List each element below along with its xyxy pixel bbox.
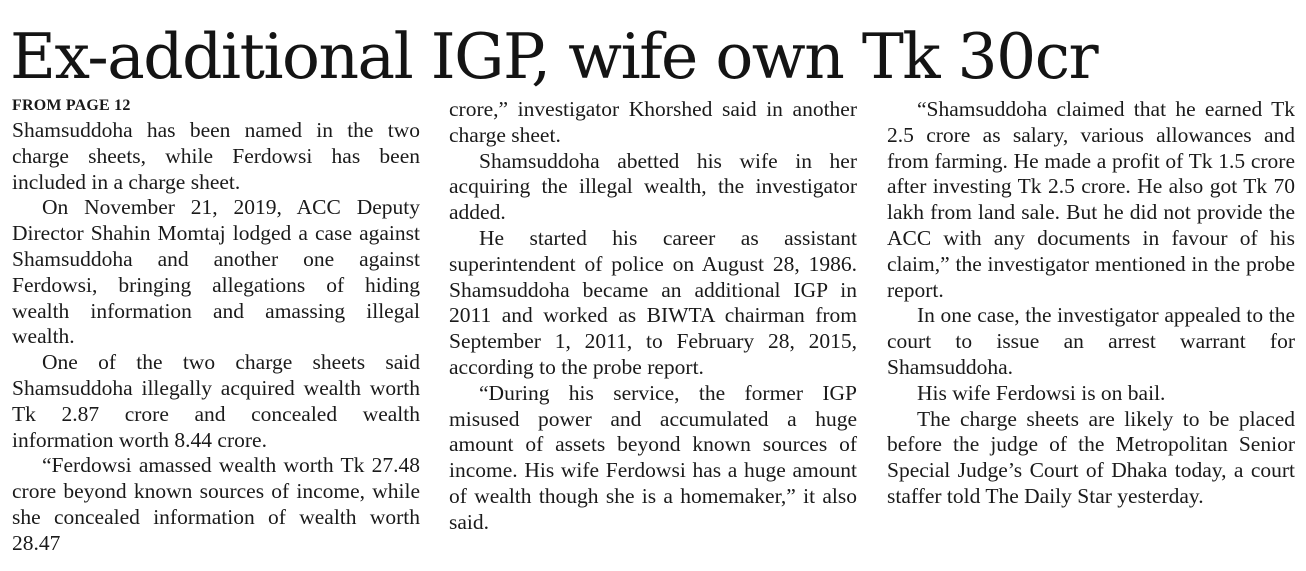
headline: Ex-additional IGP, wife own Tk 30cr <box>10 20 1098 93</box>
column-1 <box>12 97 420 557</box>
column-3 <box>887 97 1295 510</box>
paragraph: Shamsuddoha abetted his wife in her acquiring the illegal wealth, the investigator added. <box>449 148 857 225</box>
paragraph: One of the two charge sheets said Shamsuddoha illegally acquired wealth worth Tk 2.87 crore and concealed wealth information worth 8.44 crore. <box>12 350 420 452</box>
paragraph: His wife Ferdowsi is on bail. <box>917 380 1166 405</box>
jump-line: FROM PAGE 12 <box>12 97 131 114</box>
paragraph: “Shamsuddoha claimed that he earned Tk 2.5 crore as salary, various allowances and from farming. He made a profit of Tk 1.5 crore after investing Tk 2.5 crore. He also got Tk 70 lakh from land sale. But he did not provide the ACC with any documents in favour of his claim,” the investigator mentioned in the probe report. <box>887 97 1295 302</box>
paragraph: Shamsuddoha has been named in the two charge sheets, while Ferdowsi has been included in a charge sheet. <box>12 118 420 194</box>
paragraph: On November 21, 2019, ACC Deputy Director Shahin Momtaj lodged a case against Shamsuddoha and another one against Ferdowsi, bringing allegations of hiding wealth information and amassing illegal wealth. <box>12 195 420 349</box>
paragraph: “Ferdowsi amassed wealth worth Tk 27.48 crore beyond known sources of income, while she concealed information of wealth worth 28.47 <box>12 453 420 555</box>
column-2 <box>449 97 857 536</box>
paragraph: In one case, the investigator appealed to the court to issue an arrest warrant for Shamsuddoha. <box>887 303 1295 379</box>
paragraph: The charge sheets are likely to be placed before the judge of the Metropolitan Senior Special Judge’s Court of Dhaka today, a court staffer told The Daily Star yesterday. <box>887 406 1295 508</box>
paragraph: He started his career as assistant superintendent of police on August 28, 1986. Shamsuddoha became an additional IGP in 2011 and worked as BIWTA chairman from September 1, 2011, to February 28, 2015, according to the probe report. <box>449 225 857 379</box>
paragraph: crore,” investigator Khorshed said in another charge sheet. <box>449 97 857 147</box>
paragraph: “During his service, the former IGP misused power and accumulated a huge amount of assets beyond known sources of income. His wife Ferdowsi has a huge amount of wealth though she is a homemaker,” it also said. <box>449 380 857 534</box>
